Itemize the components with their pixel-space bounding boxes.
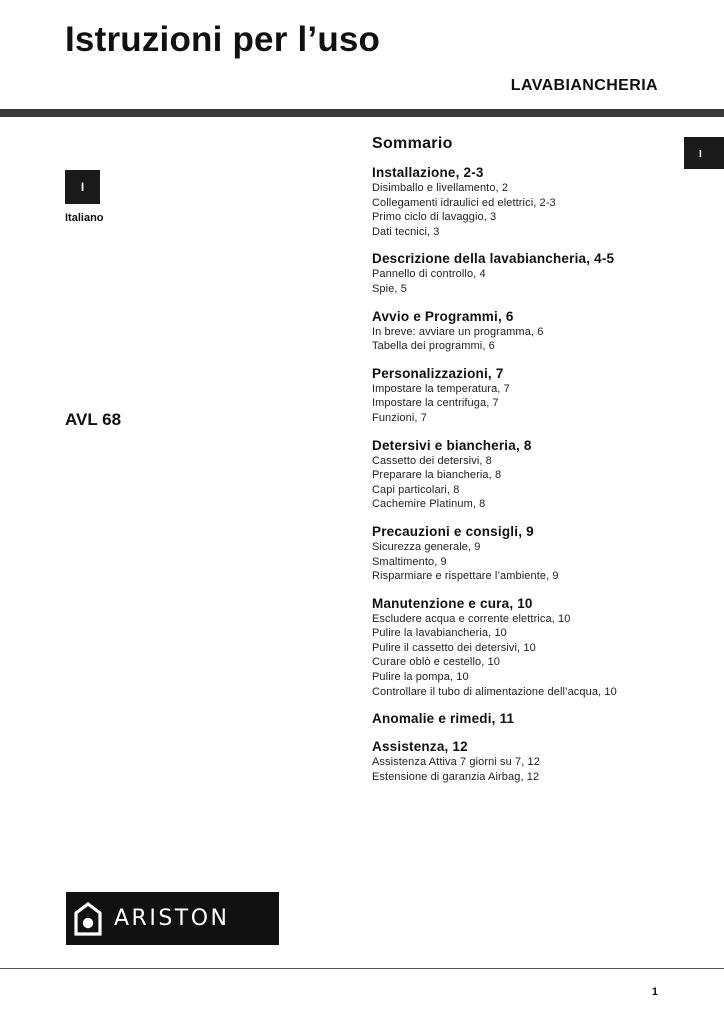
toc-section-title: Manutenzione e cura, 10 (372, 595, 533, 611)
brand-name: ARISTON (114, 906, 230, 931)
toc-section-title: Assistenza, 12 (372, 739, 468, 755)
toc-section-title: Installazione, 2-3 (372, 165, 484, 180)
toc-item: Pannello di controllo, 4 (372, 268, 486, 281)
header-divider (0, 109, 724, 117)
language-code-box: I (65, 170, 100, 204)
toc-item: Pulire la lavabiancheria, 10 (372, 627, 507, 640)
toc-section (372, 437, 702, 512)
toc-item: Controllare il tubo di alimentazione dell’acqua, 10 (372, 685, 617, 698)
toc-section-title: Precauzioni e consigli, 9 (372, 523, 534, 539)
toc-item: Risparmiare e rispettare l’ambiente, 9 (372, 570, 559, 583)
toc-section (372, 164, 702, 239)
toc-item: Estensione di garanzia Airbag, 12 (372, 770, 540, 783)
toc-section (372, 523, 702, 584)
toc-item: Smaltimento, 9 (372, 555, 447, 568)
toc-item: Cachemire Platinum, 8 (372, 498, 486, 511)
language-name: Italiano (65, 212, 104, 224)
product-category: LAVABIANCHERIA (510, 77, 658, 94)
toc-section (372, 250, 702, 296)
table-of-contents (372, 134, 702, 795)
toc-item: Curare oblò e cestello, 10 (372, 656, 500, 669)
toc-item: Preparare la biancheria, 8 (372, 469, 502, 482)
toc-item: Funzioni, 7 (372, 411, 427, 424)
toc-item: Cassetto dei detersivi, 8 (372, 454, 492, 467)
toc-section (372, 738, 702, 784)
toc-section-title: Avvio e Programmi, 6 (372, 308, 514, 324)
brand-logo (66, 892, 279, 945)
toc-item: Impostare la centrifuga, 7 (372, 397, 499, 410)
toc-section (372, 710, 702, 727)
toc-item: Pulire la pompa, 10 (372, 671, 469, 684)
toc-item: Disimballo e livellamento, 2 (372, 182, 509, 194)
toc-item: Sicurezza generale, 9 (372, 540, 481, 553)
language-tab: I (684, 137, 724, 169)
toc-item: Primo ciclo di lavaggio, 3 (372, 211, 497, 224)
toc-item: Impostare la temperatura, 7 (372, 382, 510, 395)
toc-heading: Sommario (372, 135, 453, 152)
toc-item: Assistenza Attiva 7 giorni su 7, 12 (372, 756, 540, 769)
toc-item: Escludere acqua e corrente elettrica, 10 (372, 612, 571, 625)
toc-section-title: Detersivi e biancheria, 8 (372, 437, 532, 453)
page-title: Istruzioni per l’uso (65, 20, 381, 59)
toc-item: Capi particolari, 8 (372, 483, 460, 496)
toc-section (372, 308, 702, 354)
house-logo-icon (74, 902, 102, 936)
toc-item: Dati tecnici, 3 (372, 225, 440, 238)
toc-section-title: Personalizzazioni, 7 (372, 365, 504, 381)
model-number: AVL 68 (65, 410, 122, 429)
toc-section-title: Descrizione della lavabiancheria, 4-5 (372, 251, 615, 267)
toc-item: Tabella dei programmi, 6 (372, 340, 495, 353)
toc-item: Collegamenti idraulici ed elettrici, 2-3 (372, 196, 556, 209)
page-number: 1 (651, 986, 658, 998)
toc-item: Spie, 5 (372, 282, 407, 295)
toc-item: Pulire il cassetto dei detersivi, 10 (372, 641, 536, 654)
toc-item: In breve: avviare un programma, 6 (372, 325, 544, 338)
footer-divider (0, 968, 724, 969)
toc-section (372, 365, 702, 426)
toc-section-title: Anomalie e rimedi, 11 (372, 711, 515, 727)
toc-section (372, 595, 702, 700)
toc-sections (372, 164, 702, 784)
